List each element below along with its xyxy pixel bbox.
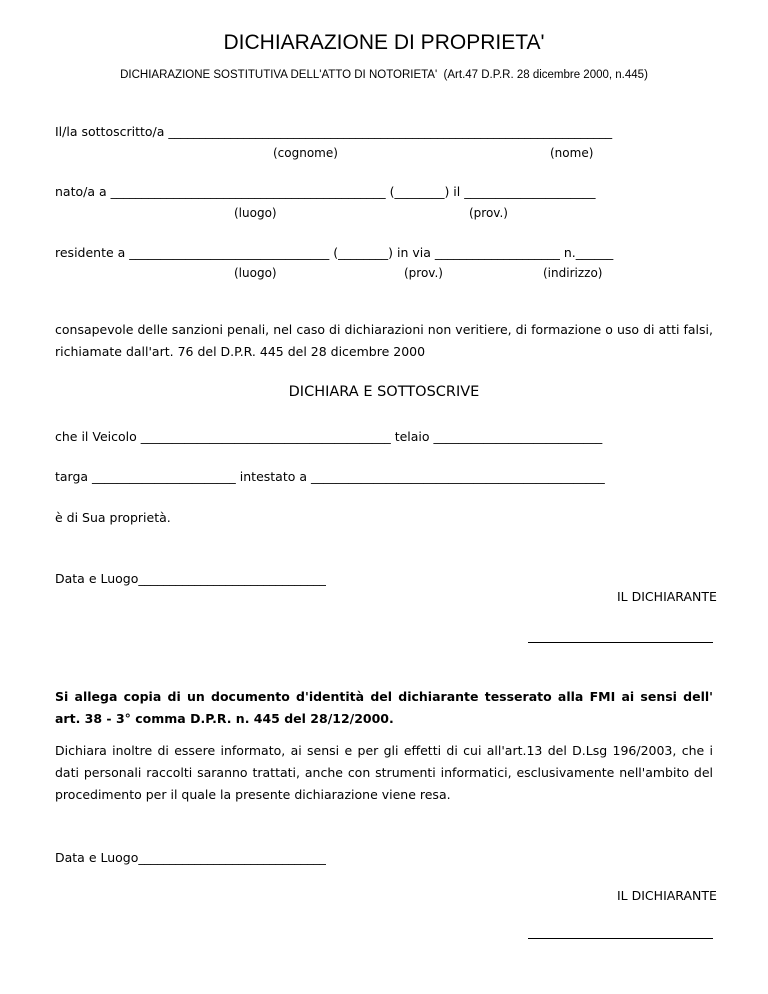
vehicle-line: che il Veicolo ________________________________________ telaio ___________________________ [55,429,603,444]
residence-line: residente a ________________________________ (________) in via ____________________ n.______ [55,245,614,260]
nome-label: (nome) [550,146,594,160]
declaration-heading: DICHIARA E SOTTOSCRIVE [288,384,480,400]
plate-line: targa _______________________ intestato a _______________________________________________ [55,469,605,484]
date-place-line-2: Data e Luogo______________________________ [55,850,326,865]
birth-line: nato/a a ____________________________________________ (________) il _____________________ [55,184,596,199]
ownership-line: è di Sua proprietà. [55,510,171,525]
birth-place-label: (luogo) [234,206,277,220]
signature-line-1 [528,642,713,643]
date-place-line-1: Data e Luogo______________________________ [55,571,326,586]
residence-prov-label: (prov.) [404,266,443,280]
attachment-note: Si allega copia di un documento d'identità del dichiarante tesserato alla FMI ai sensi dell' art. 38 - 3° comma D.P.R. n. 445 del 28/12/2000. [55,689,713,726]
document-subtitle: DICHIARAZIONE SOSTITUTIVA DELL'ATTO DI NOTORIETA' (Art.47 D.P.R. 28 dicembre 2000, n.445) [120,69,648,81]
cognome-label: (cognome) [273,146,338,160]
document-title: DICHIARAZIONE DI PROPRIETA' [223,31,545,54]
declarant-signature-label-2: IL DICHIARANTE [617,888,717,903]
signature-line-2 [528,938,713,939]
residence-place-label: (luogo) [234,266,277,280]
birth-prov-label: (prov.) [469,206,508,220]
privacy-paragraph: Dichiara inoltre di essere informato, ai sensi e per gli effetti di cui all'art.13 del D.Lsg 196/2003, che i dati personali raccolti saranno trattati, anche con strumenti informatici, esclusivamente nell'ambito del procedimento per il quale la presente dichiarazione viene resa. [55,743,713,802]
awareness-paragraph: consapevole delle sanzioni penali, nel caso di dichiarazioni non veritiere, di formazione o uso di atti falsi, richiamate dall'art. 76 del D.P.R. 445 del 28 dicembre 2000 [55,322,713,359]
address-label: (indirizzo) [543,266,603,280]
declarant-name-line: Il/la sottoscritto/a _______________________________________________________________________ [55,124,613,139]
declarant-signature-label-1: IL DICHIARANTE [617,589,717,604]
